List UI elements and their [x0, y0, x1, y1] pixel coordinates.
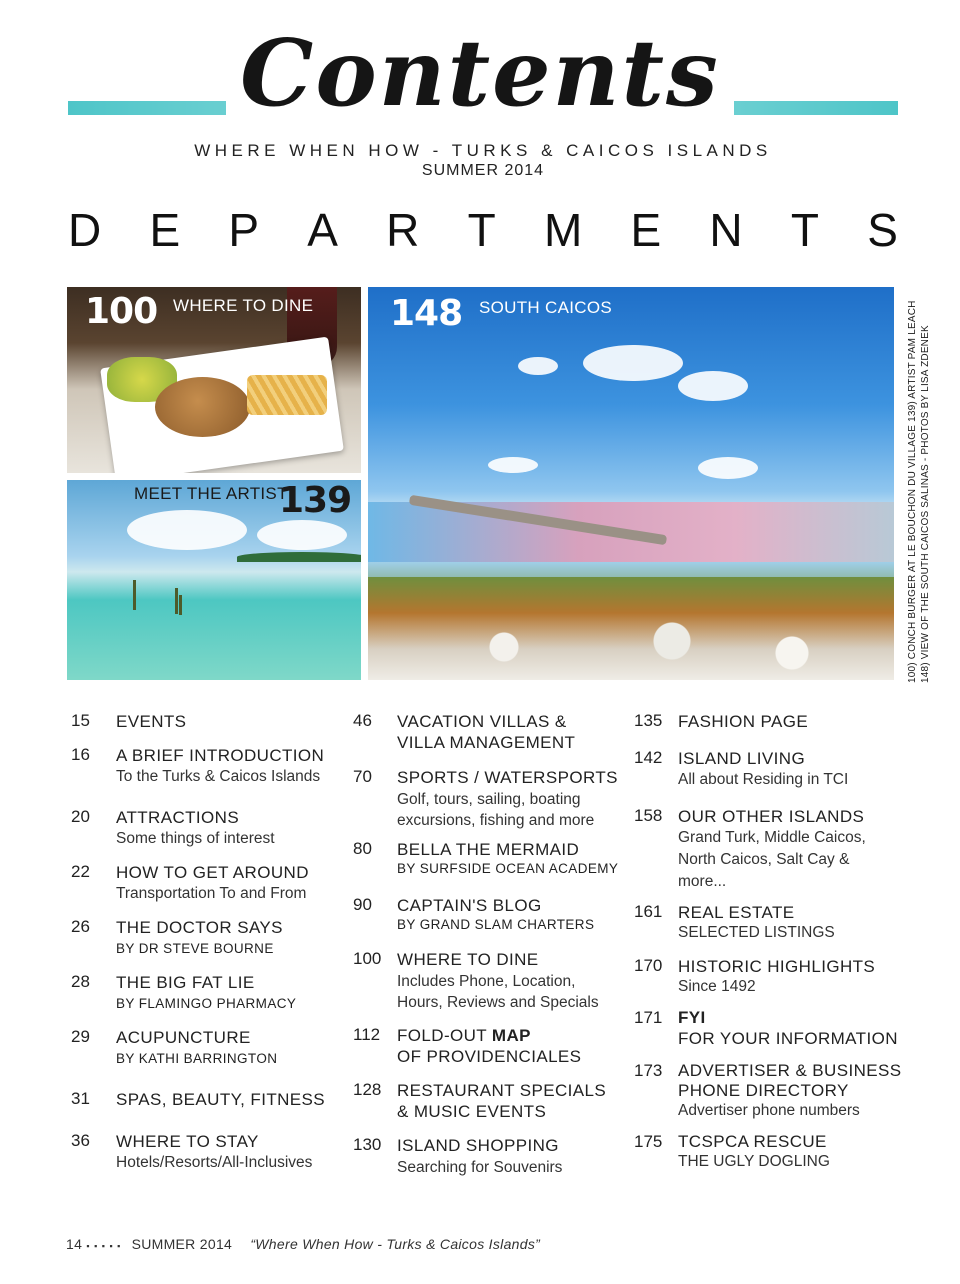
burger-shape: [155, 377, 250, 437]
credit-line: 148) VIEW OF THE SOUTH CAICOS SALINAS - PHOTOS BY LISA ZDENEK: [920, 325, 931, 683]
entry-byline: BY GRAND SLAM CHARTERS: [397, 917, 595, 932]
dept-letter: S: [867, 204, 898, 256]
entry-page: 142: [634, 748, 663, 767]
dept-letter: E: [630, 204, 662, 256]
dine-caption: WHERE TO DINE: [173, 296, 314, 315]
entry-title[interactable]: REAL ESTATE: [678, 903, 795, 922]
entry-title[interactable]: SPAS, BEAUTY, FITNESS: [116, 1090, 325, 1109]
entry-title[interactable]: THE DOCTOR SAYS: [116, 918, 283, 937]
entry-subtitle: Since 1492: [678, 978, 756, 995]
entry-subtitle: THE UGLY DOGLING: [678, 1153, 830, 1170]
dept-letter: P: [228, 204, 260, 256]
entry-title-line2[interactable]: VILLA MANAGEMENT: [397, 733, 576, 752]
entry-title-line2[interactable]: OF PROVIDENCIALES: [397, 1047, 582, 1066]
entry-title[interactable]: FYI: [678, 1008, 706, 1027]
entry-page: 26: [71, 917, 90, 936]
dept-letter: R: [386, 204, 420, 256]
page-title: [0, 18, 960, 128]
entry-title[interactable]: WHERE TO STAY: [116, 1132, 259, 1151]
cloud-shape: [698, 457, 758, 479]
cloud-shape: [257, 520, 347, 550]
entry-subtitle: SELECTED LISTINGS: [678, 924, 835, 941]
entry-byline: BY SURFSIDE OCEAN ACADEMY: [397, 861, 619, 876]
dept-letter: N: [709, 204, 743, 256]
entry-byline: BY FLAMINGO PHARMACY: [116, 996, 297, 1011]
fries-shape: [247, 375, 327, 415]
mangrove-shape: [133, 580, 136, 610]
entry-title[interactable]: RESTAURANT SPECIALS: [397, 1081, 607, 1100]
south-caption: SOUTH CAICOS: [479, 298, 613, 317]
entry-title[interactable]: VACATION VILLAS &: [397, 712, 567, 731]
dept-letter: M: [543, 204, 583, 256]
dine-page-number: 100: [85, 291, 158, 332]
entry-title[interactable]: BELLA THE MERMAID: [397, 840, 580, 859]
entry-title[interactable]: EVENTS: [116, 712, 187, 731]
entry-page: 90: [353, 895, 372, 914]
departments-heading: [68, 203, 898, 257]
page-footer: [66, 1236, 540, 1252]
south-caicos-photo[interactable]: [368, 287, 894, 680]
entry-title[interactable]: THE BIG FAT LIE: [116, 973, 255, 992]
entry-title[interactable]: HISTORIC HIGHLIGHTS: [678, 957, 876, 976]
entry-title[interactable]: ADVERTISER & BUSINESS: [678, 1061, 902, 1080]
entry-subtitle: All about Residing in TCI: [678, 771, 849, 788]
entry-page: 112: [353, 1025, 381, 1044]
entry-page: 46: [353, 711, 372, 730]
cloud-shape: [127, 510, 247, 550]
entry-title[interactable]: ISLAND SHOPPING: [397, 1136, 559, 1155]
mangrove-shape: [179, 595, 182, 615]
entry-subtitle: To the Turks & Caicos Islands: [116, 768, 321, 785]
entry-page: 15: [71, 711, 90, 730]
entry-title-emphasis: MAP: [491, 1026, 531, 1045]
entry-page: 170: [634, 956, 663, 975]
entry-page: 171: [634, 1008, 663, 1027]
entry-title[interactable]: TCSPCA RESCUE: [678, 1132, 827, 1151]
entry-subtitle: Grand Turk, Middle Caicos,: [678, 829, 866, 846]
entry-title[interactable]: A BRIEF INTRODUCTION: [116, 746, 325, 765]
entry-title[interactable]: SPORTS / WATERSPORTS: [397, 768, 618, 787]
entry-page: 135: [634, 711, 663, 730]
entry-page: 22: [71, 862, 90, 881]
entry-title[interactable]: ACUPUNCTURE: [116, 1028, 251, 1047]
dept-letter: T: [790, 204, 819, 256]
entry-subtitle: Golf, tours, sailing, boating: [397, 791, 581, 808]
issue-label: SUMMER 2014: [421, 162, 545, 179]
entry-page: 31: [71, 1089, 90, 1108]
footer-dots: ▪ ▪ ▪ ▪ ▪: [86, 1241, 122, 1251]
entry-subtitle: Hours, Reviews and Specials: [397, 994, 599, 1011]
entry-title-part: FOLD-OUT: [397, 1026, 492, 1045]
dept-letter: T: [467, 204, 496, 256]
island-shape: [237, 552, 361, 562]
entry-title[interactable]: OUR OTHER ISLANDS: [678, 807, 865, 826]
entry-subtitle: Includes Phone, Location,: [397, 973, 576, 990]
entry-page: 29: [71, 1027, 90, 1046]
entry-page: 130: [353, 1135, 382, 1154]
entry-title[interactable]: ISLAND LIVING: [678, 749, 806, 768]
rocks-shape: [408, 617, 888, 677]
entry-page: 158: [634, 806, 663, 825]
entry-subtitle: Hotels/Resorts/All-Inclusives: [116, 1154, 313, 1171]
credit-line: 100) CONCH BURGER AT LE BOUCHON DU VILLAGE 139) ARTIST PAM LEACH: [907, 300, 918, 683]
entry-title[interactable]: ATTRACTIONS: [116, 808, 240, 827]
entry-title[interactable]: CAPTAIN'S BLOG: [397, 896, 542, 915]
entry-subtitle: excursions, fishing and more: [397, 812, 595, 829]
entry-page: 28: [71, 972, 90, 991]
entry-title[interactable]: WHERE TO DINE: [397, 950, 539, 969]
cloud-shape: [583, 345, 683, 381]
artist-caption: MEET THE ARTIST: [134, 484, 288, 503]
entry-title[interactable]: [397, 1025, 531, 1046]
entry-page: 70: [353, 767, 372, 786]
cloud-shape: [488, 457, 538, 473]
cloud-shape: [678, 371, 748, 401]
publication-subtitle: WHERE WHEN HOW - TURKS & CAICOS ISLANDS: [194, 141, 772, 160]
entry-title-line2[interactable]: & MUSIC EVENTS: [397, 1102, 547, 1121]
entry-title-line2[interactable]: FOR YOUR INFORMATION: [678, 1029, 898, 1048]
photo-credit: [906, 283, 932, 683]
entry-page: 173: [634, 1061, 663, 1080]
entry-subtitle: more...: [678, 873, 727, 890]
entry-subtitle: North Caicos, Salt Cay &: [678, 851, 850, 868]
dept-letter: A: [307, 204, 338, 256]
entry-page: 161: [634, 902, 663, 921]
entry-subtitle: Some things of interest: [116, 830, 275, 847]
entry-title[interactable]: FASHION PAGE: [678, 712, 809, 731]
south-page-number: 148: [390, 293, 463, 334]
entry-title[interactable]: HOW TO GET AROUND: [116, 863, 309, 882]
dept-letter: E: [149, 204, 181, 256]
artist-page-number: 139: [279, 480, 352, 521]
entry-page: 16: [71, 745, 90, 764]
entry-subtitle: Searching for Souvenirs: [397, 1159, 563, 1176]
entry-page: 80: [353, 839, 372, 858]
footer-page-number: 14: [66, 1236, 83, 1252]
entry-page: 175: [634, 1132, 663, 1151]
entry-byline: BY KATHI BARRINGTON: [116, 1051, 278, 1066]
entry-subtitle: Transportation To and From: [116, 885, 307, 902]
entry-page: 36: [71, 1131, 90, 1150]
entry-title-line2[interactable]: PHONE DIRECTORY: [678, 1081, 849, 1100]
dept-letter: D: [68, 204, 102, 256]
entry-byline: BY DR STEVE BOURNE: [116, 941, 274, 956]
entry-subtitle: Advertiser phone numbers: [678, 1102, 860, 1119]
page-title-text: Contents: [226, 19, 734, 127]
footer-publication: “Where When How - Turks & Caicos Islands”: [250, 1236, 541, 1252]
cloud-shape: [518, 357, 558, 375]
dine-photo[interactable]: [67, 287, 361, 473]
entry-page: 100: [353, 949, 382, 968]
entry-page: 20: [71, 807, 90, 826]
footer-issue: SUMMER 2014: [131, 1236, 233, 1252]
mangrove-shape: [175, 588, 178, 614]
entry-page: 128: [353, 1080, 382, 1099]
artist-photo[interactable]: [67, 480, 361, 680]
